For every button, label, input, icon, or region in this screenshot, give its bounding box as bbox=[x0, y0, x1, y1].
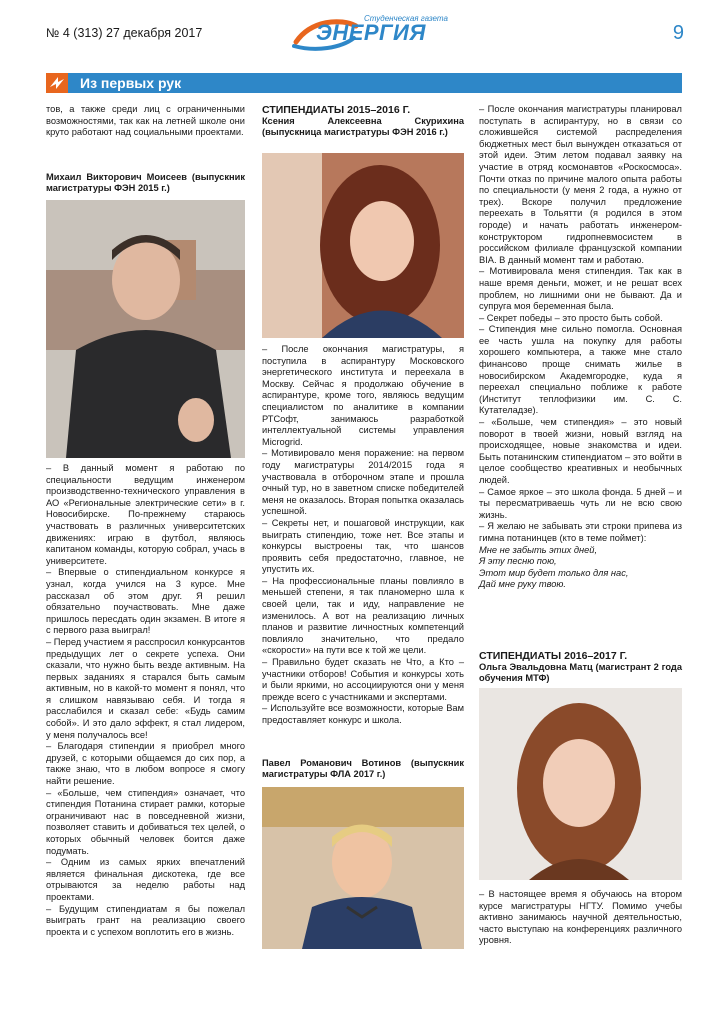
paragraph: – Я желаю не забывать эти строки припева из гимна потанинцев (кто в теме поймет): bbox=[479, 521, 682, 543]
section-icon bbox=[46, 73, 68, 93]
paragraph: – В настоящее время я обучаюсь на втором курсе магистратуры НГТУ. Помимо учебы активно занимаюсь научной деятельностью, часто выступаю на конференциях различного уровня. bbox=[479, 889, 682, 946]
verse-line: Мне не забыть этих дней, bbox=[479, 544, 598, 555]
column-1-body bbox=[46, 463, 245, 938]
paragraph: – Самое яркое – это школа фонда. 5 дней – и ты пересматриваешь чуть ли не всю свою жизнь. bbox=[479, 486, 682, 520]
photo-caption-matts: Ольга Эвальдовна Матц (магистрант 2 года обучения МТФ) bbox=[479, 662, 682, 684]
paragraph: – Секрет победы – это просто быть собой. bbox=[479, 312, 663, 323]
paragraph: – После окончания магистратуры планировал поступать в аспирантуру, но в связи со сложившейся системой распределения бюджетных мест был вынужден отказаться от этой идеи. Этим летом подавал заявку на участие в отряд космонавтов «Роскосмоса». Почти отказ по причине малого опыта работы по специальности (у меня 2 года, а нужно от трех). Вскоре получил предложение переехать в Тольятти (я родился в этом городе) и начать работать инженером-конструктором гидропневмосистем в российском филиале французской компании BIA. В данный момент там и работаю. bbox=[479, 104, 682, 265]
paragraph: – Стипендия мне сильно помогла. Основная ее часть ушла на покупку для работы хорошего компьютера, а также мне стало финансово проще снимать жилье в новосибирском Академгородке, куда я переехал специально поближе к работе (Институт теплофизики им. С. С. Кутателадзе). bbox=[479, 324, 682, 416]
paragraph: – Впервые о стипендиальном конкурсе я узнал, когда учился на 3 курсе. Мне рассказал об этом друг. Я решил обязательно поучаствовать. Мне даже пришлось пересдать один экзамен. В итоге я с первого раза выиграл! bbox=[46, 567, 245, 636]
section-heading-2015: СТИПЕНДИАТЫ 2015–2016 Г. bbox=[262, 104, 411, 116]
paragraph: – Перед участием я расспросил конкурсантов предыдущих лет о секрете успеха. Они сказали, что нужно быть везде активным. На первых заданиях я старался быть самым активным, но в какой-то момент я понял, что я слишком навязываю себя. И тогда я расслабился и сказал себе: «Будь самим собой». И это дало эффект, я стал лидером, у меня получалось все! bbox=[46, 636, 245, 740]
paragraph: – Используйте все возможности, которые Вам предоставляет конкурс и школа. bbox=[262, 703, 464, 725]
photo-matts bbox=[479, 688, 682, 880]
paragraph: – В данный момент я работаю по специальности ведущим инженером производственно-технического управления в АО «Региональные электрические сети» в г. Новосибирске. По-прежнему стараюсь участвовать в различных университетских движениях: играю в футбол, являюсь капитаном команды, которую собрал, учась в университете. bbox=[46, 463, 245, 566]
paragraph: – Секреты нет, и пошаговой инструкции, как выиграть стипендию, тоже нет. Все этапы и конкурсы выстроены так, что шансов проявить себя предостаточно, главное, не упустить их. bbox=[262, 517, 464, 575]
column-1-intro bbox=[46, 104, 245, 139]
paragraph: – «Больше, чем стипендия» означает, что стипендия Потанина стирает рамки, которые ограничивают нас в повседневной жизни, позволяет ставить и добиваться тех целей, о которых обычный человек боится даже подумать. bbox=[46, 787, 245, 856]
paragraph: – «Больше, чем стипендия» – это новый поворот в твоей жизни, новый взгляд на происходящее, новые знакомства и идеи. Быть потанинским стипендиатом – это войти в целое сообщество креативных и необычных людей. bbox=[479, 417, 682, 485]
verse-line: Дай мне руку твою. bbox=[479, 579, 566, 590]
column-2-caption-2 bbox=[262, 758, 464, 781]
logo-subtitle: Студенческая газета bbox=[364, 14, 448, 23]
column-3-head bbox=[479, 650, 682, 685]
column-3-body bbox=[479, 104, 682, 591]
intro-text: тов, а также среди лиц с ограниченными возможностями, так как на летней школе они круто работают над социальными проектами. bbox=[46, 104, 245, 138]
page-number: 9 bbox=[672, 22, 684, 44]
paragraph: – Будущим стипендиатам я бы пожелал выиграть грант на реализацию своего проекта и с успехом воплотить его в жизнь. bbox=[46, 903, 245, 937]
verse-line: Я эту песню пою, bbox=[479, 556, 557, 567]
photo-moiseev bbox=[46, 200, 245, 458]
photo-caption-moiseev: Михаил Викторович Моисеев (выпускник магистратуры ФЭН 2015 г.) bbox=[46, 172, 245, 194]
column-2-body bbox=[262, 344, 464, 727]
column-2-head bbox=[262, 104, 464, 139]
paragraph: – После окончания магистратуры, я поступила в аспирантуру Московского энергетического института и переехала в Москву. Сейчас я продолжаю обучение в аспирантуре, кроме того, являюсь ведущим специалистом по аналитике в компании РТСофт, занимаюсь разработкой интеллектуальной системы управления Microgrid. bbox=[262, 344, 464, 447]
column-1-caption bbox=[46, 172, 245, 195]
section-heading-2016: СТИПЕНДИАТЫ 2016–2017 Г. bbox=[479, 650, 628, 662]
paragraph: – На профессиональные планы повлияло в меньшей степени, я так планомерно шла к своей цели, так и иду, направление не изменилось. А вот на реализацию личных планов и развитие личностных компетенций повлияло значительно, что предало «скорости» на пути все к той же цели. bbox=[262, 575, 464, 656]
paragraph: – Мотивировала меня стипендия. Так как в наше время деньги, может, и не решат всех проблем, но лишними они не бывают. Да и супруга моя беременная была. bbox=[479, 266, 682, 312]
column-3-final bbox=[479, 889, 682, 947]
paragraph: – Благодаря стипендии я приобрел много друзей, с которыми общаемся до сих пор, а также знаю, что в любом вопросе я смогу найти решение. bbox=[46, 741, 245, 787]
photo-votinov bbox=[262, 787, 464, 949]
section-band bbox=[46, 73, 682, 93]
issue-info: № 4 (313) 27 декабря 2017 bbox=[46, 26, 203, 40]
logo-wordmark: ЭНЕРГИЯ bbox=[316, 20, 426, 45]
photo-caption-skurikhina: Ксения Алексеевна Скурихина (выпускница магистратуры ФЭН 2016 г.) bbox=[262, 116, 464, 138]
paragraph: – Правильно будет сказать не Что, а Кто – участники отборов! События и конкурсы хоть и были яркими, но ассоциируются они у меня прежде всего с участниками и экспертами. bbox=[262, 657, 464, 702]
verse-line: Этот мир будет только для нас, bbox=[479, 567, 629, 578]
paragraph: – Мотивировало меня поражение: на первом году магистратуры 2014/2015 года я участвовала в отборочном этапе и прошла очный тур, но в заветном списке победителей меня не оказалось. Вторая попытка оказалась успешной. bbox=[262, 448, 464, 517]
photo-skurikhina bbox=[262, 153, 464, 338]
paragraph: – Одним из самых ярких впечатлений является финальная дискотека, где все отрываются за неделю работы над проектами. bbox=[46, 857, 245, 902]
photo-caption-votinov: Павел Романович Вотинов (выпускник магистратуры ФЛА 2017 г.) bbox=[262, 758, 464, 780]
section-title: Из первых рук bbox=[80, 75, 182, 91]
